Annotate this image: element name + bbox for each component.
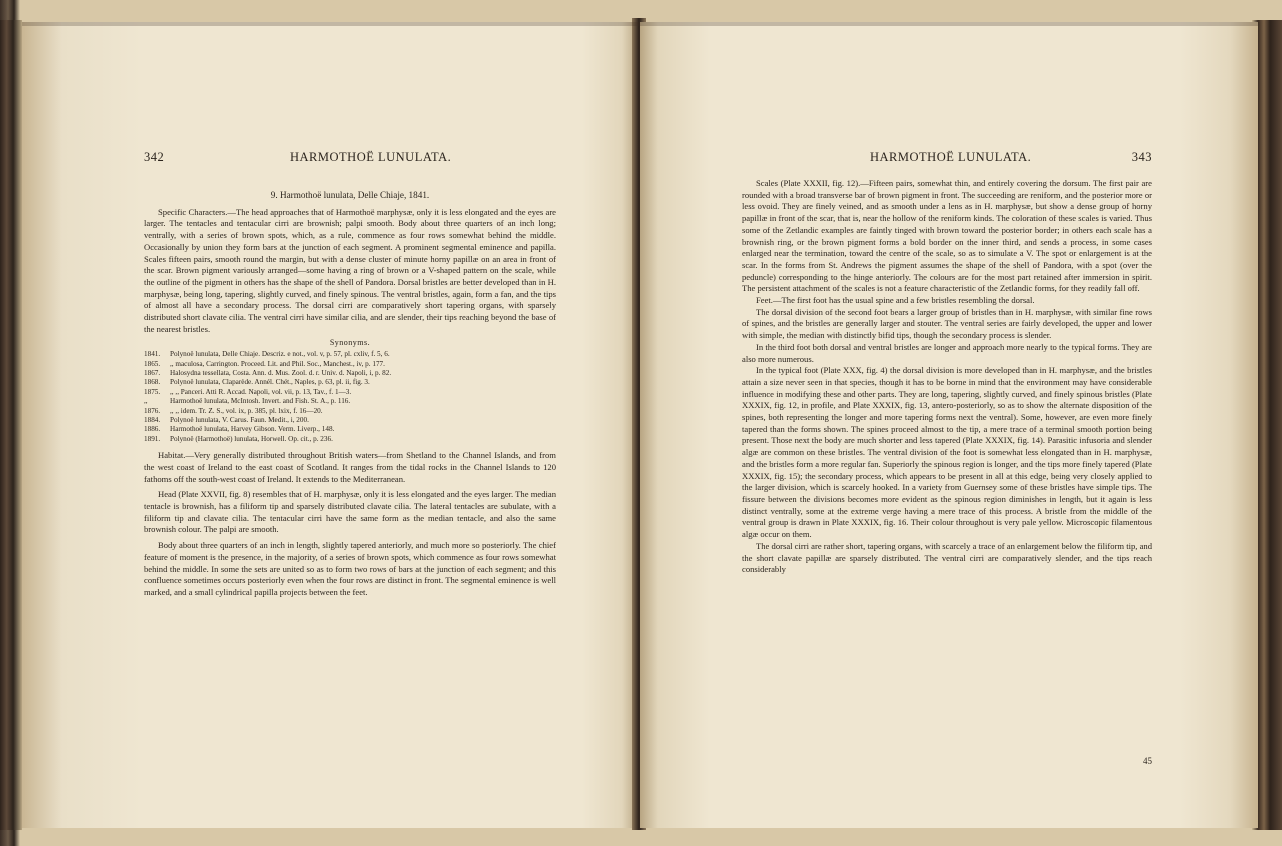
synonym-entry: ,, Harmothoë lunulata, McIntosh. Invert. and Fish. St. A., p. 116. [144,397,351,406]
synonyms-list [144,350,556,444]
synonym-entry: 1875. ,, ,, Panceri. Atti R. Accad. Napoli, vol. vii, p. 13, Tav., f. 1—3. [144,387,352,396]
paragraph-habitat: Habitat.—Very generally distributed throughout British waters—from Shetland to the Channel Islands, and from the west coast of Ireland to the east coast of Scotland. It ranges from the tidal rocks in the Channel Islands to 120 fathoms off the south-west coast of Ireland. It extends to the Mediterranean. [144,450,556,484]
paragraph-head: Head (Plate XXVII, fig. 8) resembles that of H. marphysæ, only it is less elongated and the eyes larger. The median tentacle is brownish, has a filiform tip and sparsely distributed clavate cilia. The lateral tentacles are subulate, with a filiform tip and clavate cilia. The tentacular cirri have the same form as the median tentacle, and also the same brownish colour. The palpi are smooth. [144,489,556,535]
synonym-entry: 1884. Polynoë lunulata, V. Carus. Faun. Medit., i, 200. [144,415,309,424]
synonyms-heading: Synonyms. [329,338,371,348]
synonym-entry: 1891. Polynoë (Harmothoë) lunulata, Horwell. Op. cit., p. 236. [144,434,333,443]
right-page [640,22,1258,828]
paragraph-body: Body about three quarters of an inch in length, slightly tapered anteriorly, and much more so posteriorly. The chief feature of moment is the presence, in the majority, of a series of brown spots, which commence as four rows somewhat behind the middle. In some the sets are united so as to form two rows of bars at the junction of each segment; and this confluence sometimes occurs posteriorly even when the four rows are distinct in front. The segmental eminence is well marked, and a small cylindrical papilla projects between the feet. [144,540,556,597]
paragraph-second-foot: The dorsal division of the second foot bears a larger group of bristles than in H. marphysæ, with similar fine rows of spines, and the bristles are generally larger and stouter. The ventral series are fairly developed, the upper and lower with simple, the median with distinctly bifid tips, though the secondary process is slender. [742,306,1152,341]
synonym-entry: 1876. ,, ,, idem. Tr. Z. S., vol. ix, p. 385, pl. lxix, f. 16—20. [144,406,323,415]
paragraph-typical-foot: In the typical foot (Plate XXX, fig. 4) the dorsal division is more developed than in H. marphysæ, and the bristles attain a size never seen in that species, though it has to be borne in mind that the environment may have considerable influence in modifying these and other parts. They are long, tapering, slightly curved, and finely spinous bristles (Plate XXXIX, fig. 12, in profile, and Plate XXXIX, fig. 13, antero-posteriorly, so as to show the alternate disposition of the spines, both representing the longer and more tapering forms next the ventral). Some, however, are even more finely tapered than the forms shown. The spines proceed almost to the tip, a mere trace of a terminal smooth portion being present. Those next the body are much shorter and less tapered (Plate XXXIX, fig. 14). Parasitic infusoria and slender algæ are common on these bristles. The ventral division of the foot is somewhat less elongated than in H. marphysæ, and the bristles form a more regular fan. Superiorly the spinous region is longer, and the tips more finely tapered (Plate XXXIX, fig. 15); the secondary process, which appears to be present in all at this edge, being very closely applied to the larger division, which is scarcely hooked. In a variety from Guernsey some of these bristles have simple tips. The fissure between the divisions becomes more evident as the spinous region diminishes in length, but it again is less distinct ventrally, some at the extreme verge having a mere trace of this process. A bristle from the middle of the ventral group is drawn in Plate XXXIX, fig. 16. Their colour throughout is very pale yellow. Microscopic filamentous algæ occur on them. [742,365,1152,540]
left-page [22,22,638,828]
synonym-entry: 1867. Halosydna tessellata, Costa. Ann. d. Mus. Zool. d. r. Univ. d. Napoli, i, p. 82. [144,368,392,377]
paragraph-scales: Scales (Plate XXXII, fig. 12).—Fifteen pairs, somewhat thin, and entirely covering the dorsum. The first pair are rounded with a broad transverse bar of brown pigment in front. The succeeding are reniform, and the posterior more or less ovoid. They are finely veined, and as smooth under a lens as in H. marphysæ, but show a dense group of horny papillæ in front of the scar, that is, near the hollow of the reniform kinds. The coloration of these scales is varied. Thus some of the Zetlandic examples are faintly tinged with brown toward the posterior border; in others each scale has a brownish ring, or the brown pigment forms a bold border on the inner third, and sends a process, in some cases enlarged near the termination, toward the centre of the scale, so as to simulate a V. The spot or enlargement is at the scar. In the forms from St. Andrews the pigment assumes the shape of the shell of Pandora, with a spot (over the peduncle) corresponding to the hinge anteriorly. The colours are for the most part retained after immersion in spirit. The persistent attachment of the scales is not a feature characteristic of the Zetlandic forms, for they readily fall off. [742,178,1152,294]
paragraph-third-foot: In the third foot both dorsal and ventral bristles are longer and approach more nearly to the typical forms. They are also more numerous. [742,341,1152,364]
book-edge-left [0,20,22,830]
section-heading: 9. Harmothoë lunulata, Delle Chiaje, 1841. [270,190,430,200]
paragraph-dorsal-cirri: The dorsal cirri are rather short, tapering organs, with scarcely a trace of an enlargement below the filiform tip, and the short clavate papillæ are sparsely distributed. The ventral cirri are comparatively slender, and the tips reach considerably [742,540,1152,575]
signature-folio: 45 [1143,756,1152,766]
left-page-number: 342 [144,150,165,164]
synonym-entry: 1886. Harmothoë lunulata, Harvey Gibson. Verm. Liverp., 148. [144,425,335,434]
paragraph-specific-characters: Specific Characters.—The head approaches that of Harmothoë marphysæ, only it is less elongated and the eyes are larger. The tentacles and tentacular cirri are brownish; palpi smooth. Body about three quarters of an inch long; ventrally, with a series of brown spots, which, as a rule, commence as four rows somewhat behind the middle. Occasionally by union they form bars at the junction of each segment. A prominent segmental eminence and papilla. Scales fifteen pairs, smooth round the margin, but with a dense cluster of minute horny papillæ on an area in front of the scar. Brown pigment variously arranged—some having a ring of brown or a V-shaped pattern on the scale, while the outline of the pigment in others has the shape of the shell of Pandora. Dorsal bristles are better developed than in H. marphysæ, being long, tapering, slightly curved, and finely spinous. The ventral bristles, again, form a fan, and the tips of almost all have a secondary process. The dorsal cirri are comparatively short tapering organs, with sparsely distributed short clavate cilia. The ventral cirri have similar cilia, and are slender, their tips reaching beyond the base of the nearest bristles. [144,206,556,334]
paragraph-feet: Feet.—The first foot has the usual spine and a few bristles resembling the dorsal. [756,295,1035,306]
right-running-title: HARMOTHOË LUNULATA. [870,150,1032,164]
left-body-text [144,190,556,599]
synonym-entry: 1841. Polynoë lunulata, Delle Chiaje. Descriz. e not., vol. v, p. 57, pl. cxliv, f. 5, 6. [144,350,390,359]
right-page-number: 343 [1131,150,1152,164]
synonym-entry: 1868. Polynoë lunulata, Claparède. Annél. Chét., Naples, p. 63, pl. ii, fig. 3. [144,378,370,387]
right-body-text [742,178,1152,576]
synonym-entry: 1865. ,, maculosa, Carrington. Proceed. Lit. and Phil. Soc., Manchest., iv, p. 177. [144,359,385,368]
left-running-title: HARMOTHOË LUNULATA. [290,150,452,164]
page-top-shadow [22,22,1258,26]
